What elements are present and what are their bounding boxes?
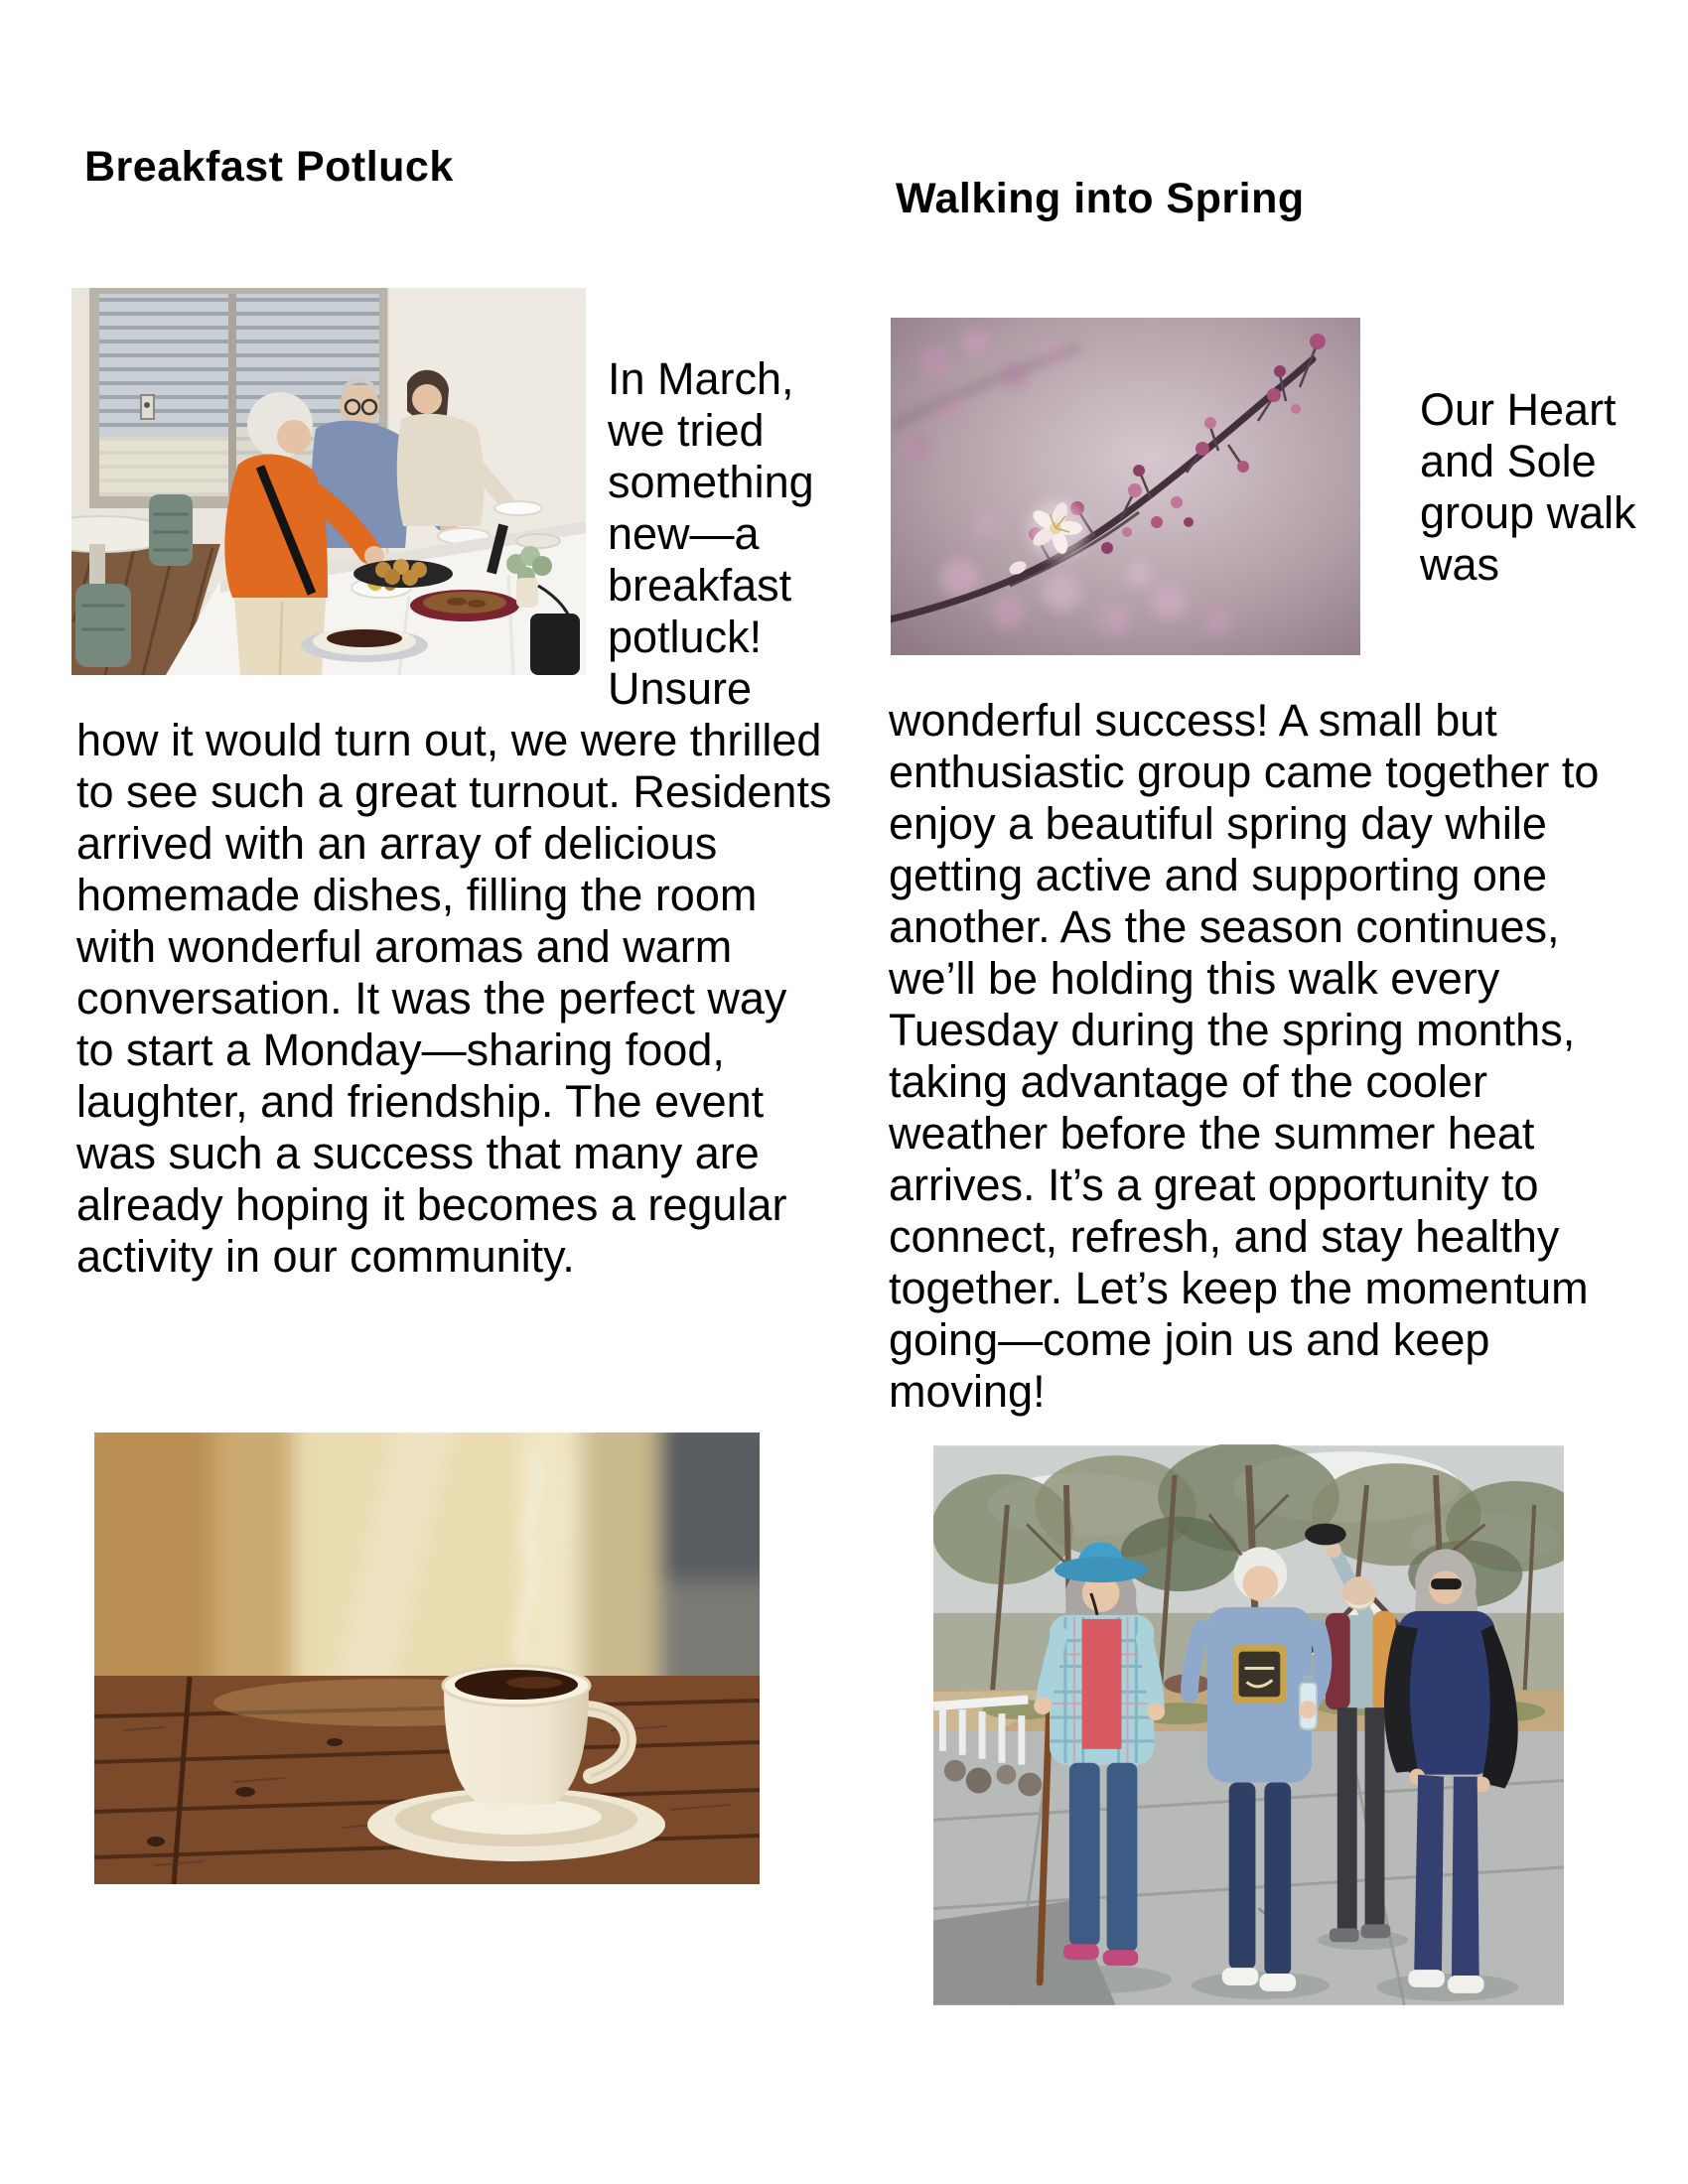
- breakfast-intro-text: In March, we tried something new—a breakfast potluck! Unsure: [608, 352, 814, 714]
- walking-into-spring-body: [889, 318, 1651, 1418]
- breakfast-potluck-body: [71, 288, 832, 1283]
- breakfast-body-paragraph: how it would turn out, we were thrilled to see such a great turnout. Residents arrived with an array of delicious homemade dishes, filling the room with wonderful aromas and warm conversation. It was the perfect way to start a Monday—sharing food, laughter, and friendship. The event was such a success that many are already hoping it becomes a regular activity in our community.: [76, 714, 832, 1282]
- walking-body-paragraph: wonderful success! A small but enthusiastic group came together to enjoy a beautiful spring day while getting active and supporting one another. As the season continues, we’ll be holding this walk every Tuesday during the spring months, taking advantage of the cooler weather before the summer heat arrives. It’s a great opportunity to connect, refresh, and stay healthy together. Let’s keep the momentum going—come join us and keep moving!: [889, 694, 1600, 1417]
- spring-blossom-photo: [891, 318, 1360, 655]
- walking-intro-text: Our Heart and Sole group walk was: [1420, 383, 1636, 590]
- walking-into-spring-article: [889, 0, 1651, 1418]
- breakfast-potluck-article: [71, 0, 832, 1283]
- breakfast-potluck-heading: Breakfast Potluck: [84, 143, 454, 191]
- walking-group-photo: [933, 1444, 1564, 2006]
- walking-into-spring-heading: Walking into Spring: [896, 175, 1305, 222]
- coffee-cup-photo: [94, 1433, 760, 1884]
- breakfast-potluck-photo: [71, 288, 586, 675]
